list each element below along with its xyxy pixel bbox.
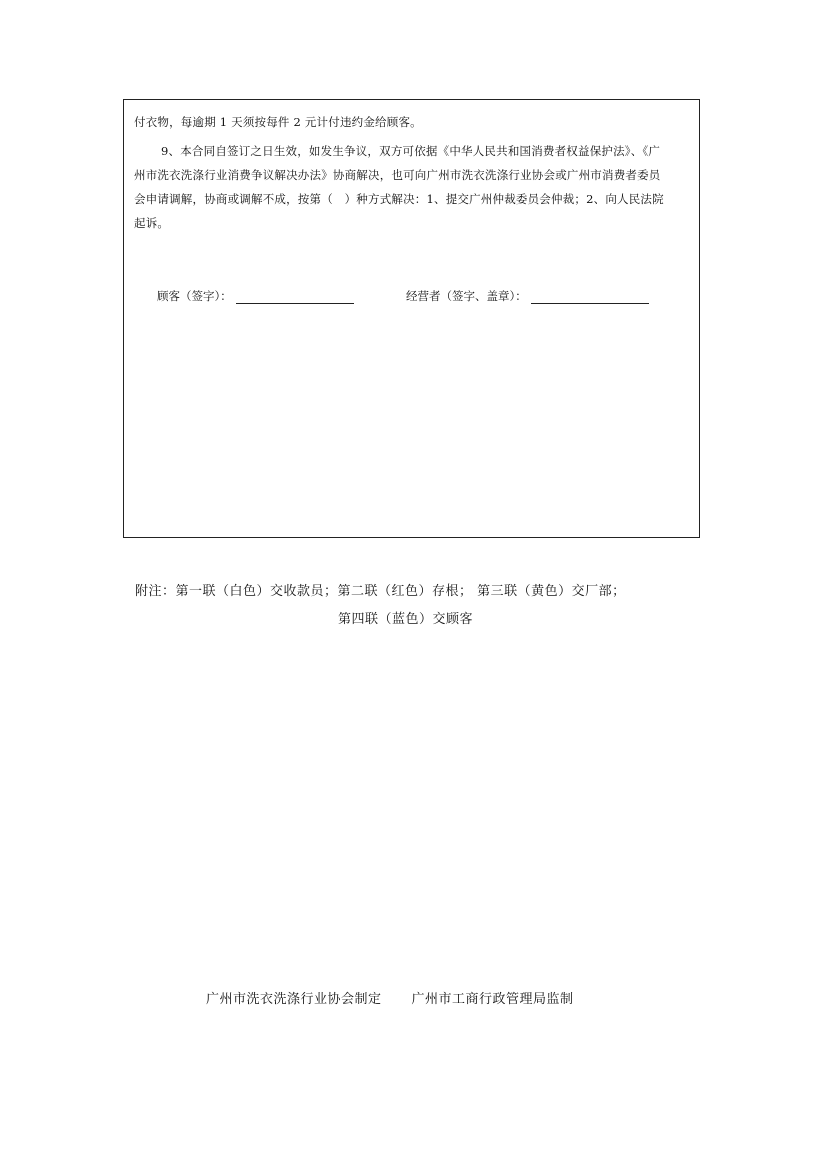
footer bbox=[206, 988, 574, 1007]
footer-maker: 广州市洗衣洗涤行业协会制定 bbox=[206, 992, 382, 1007]
customer-signature-label: 顾客（签字）： bbox=[157, 289, 232, 303]
copy-distribution-note: 附注：第一联（白色）交收款员；第二联（红色）存根； 第三联（黄色）交厂部； bbox=[135, 584, 626, 599]
operator-signature-line[interactable] bbox=[531, 289, 649, 304]
customer-signature-line[interactable] bbox=[236, 289, 354, 304]
footer-supervisor: 广州市工商行政管理局监制 bbox=[411, 992, 574, 1007]
copy-distribution-note-cont: 第四联（蓝色）交顾客 bbox=[338, 612, 474, 627]
operator-signature-label: 经营者（签字、盖章）： bbox=[406, 289, 527, 303]
contract-box bbox=[123, 99, 700, 538]
clause-9-line: 起诉。 bbox=[134, 216, 170, 230]
clause-line: 付衣物，每逾期 1 天须按每件 2 元计付违约金给顾客。 bbox=[134, 115, 422, 129]
customer-signature bbox=[157, 288, 354, 304]
clause-9-line: 会申请调解，协商或调解不成，按第（ ）种方式解决：1、提交广州仲裁委员会仲裁；2、向人民法院 bbox=[134, 192, 664, 206]
operator-signature bbox=[406, 288, 649, 304]
clause-9-line: 9、本合同自签订之日生效，如发生争议，双方可依据《中华人民共和国消费者权益保护法》、《广 bbox=[161, 144, 661, 158]
clause-9-line: 州市洗衣洗涤行业消费争议解决办法》协商解决，也可向广州市洗衣洗涤行业协会或广州市消费者委员 bbox=[134, 168, 661, 182]
